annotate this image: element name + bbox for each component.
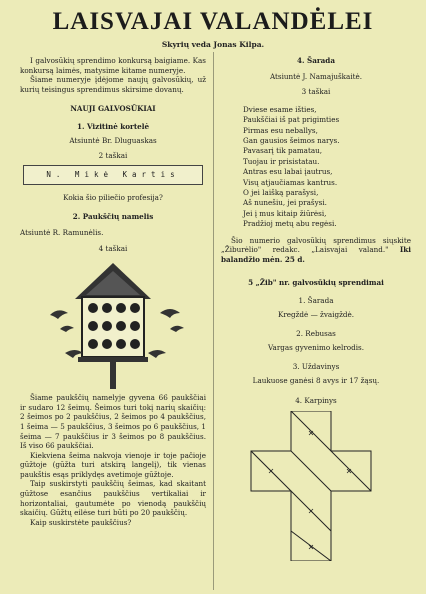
puzzle-2-text-3: Taip suskirstyti paukščių šeimas, kad skaitant gūžtose esančius paukščius vertikaliai ir horizontaliai, gautumėte po vienodą paukščių skaičių. Gūžtų eilėse turi būti po 20 paukščių. bbox=[20, 479, 206, 518]
right-column bbox=[221, 56, 411, 561]
byline bbox=[0, 40, 426, 49]
puzzle-1-points: 2 taškai bbox=[98, 151, 128, 161]
cutout-diagram bbox=[221, 411, 411, 561]
solutions-title: 5 „Žib" nr. galvosūkių sprendimai bbox=[248, 278, 384, 288]
poem-line: Pavasarį tik pamatau, bbox=[243, 146, 323, 156]
birdhouse-illustration bbox=[20, 257, 206, 389]
puzzle-2-author: Atsiuntė R. Ramunėlis. bbox=[20, 227, 104, 237]
poem-line: Dviese esame išties, bbox=[243, 104, 317, 114]
intro-paragraph: I galvosūkių sprendimo konkursą baigiame. Kas konkursą laimės, matysime kitame numeryje. bbox=[20, 56, 206, 75]
business-card bbox=[23, 165, 203, 185]
puzzle-4-author: Atsiuntė J. Namajuškaitė. bbox=[269, 71, 363, 81]
puzzle-1-author: Atsiuntė Br. Dluguaskas bbox=[69, 135, 157, 145]
solution-3-title: 3. Uždavinys bbox=[292, 362, 340, 372]
puzzle-4-title: 4. Šarada bbox=[297, 56, 335, 65]
birdhouse-pole bbox=[110, 362, 116, 389]
poem-line: Jei į mus kitaip žiūrėsi, bbox=[243, 208, 327, 218]
poem-line: Antras esu labai įautrus, bbox=[243, 167, 333, 177]
business-card-text: N. Mikė Kartis bbox=[46, 169, 180, 179]
puzzle-2-points: 4 taškai bbox=[98, 243, 128, 253]
solution-1-text: Kregždė — žvaigždė. bbox=[277, 309, 355, 319]
solution-4-title: 4. Karpinys bbox=[295, 395, 337, 405]
solution-3-text: Laukuose ganėsi 8 avys ir 17 žąsų. bbox=[252, 376, 380, 385]
page-title: LAISVAJAI VALANDĖLEI bbox=[52, 8, 374, 35]
poem-line: Gan gausios šeimos narys. bbox=[243, 136, 340, 145]
deadline-date: Iki balandžio mėn. 25 d. bbox=[221, 245, 411, 264]
solution-2-title: 2. Rebusas bbox=[296, 329, 336, 339]
puzzle-1-title: 1. Vizitinė kortelė bbox=[76, 121, 150, 131]
puzzle-2-text-2: Kiekviena šeima nakvoja vienoje ir toje pačioje gūžtoje (gūžta turi atskirą langelį), tik vienas paukštis esąs priklydęs avetimoje gūžtoje. bbox=[20, 450, 206, 479]
intro-paragraph-2: Šiame numeryje įdėjome naujų galvosūkių, už kurių teisingus sprendimus skirsime dovanų. bbox=[20, 75, 206, 94]
scissor-marks bbox=[269, 431, 351, 549]
poem-line: Visų atjaučiamas kantrus. bbox=[243, 177, 338, 187]
puzzle-1-question: Kokia šio piliečio profesija? bbox=[63, 192, 163, 202]
deadline-note bbox=[221, 236, 411, 265]
poem-line: Pirmas esu neballys, bbox=[243, 125, 318, 135]
byline-prefix: Skyrių veda bbox=[161, 40, 211, 49]
puzzle-4-points: 3 taškai bbox=[301, 87, 331, 97]
puzzle-2-text-4: Kaip suskirstėte paukščius? bbox=[30, 517, 132, 527]
solution-2-text: Vargas gyvenimo kelrodis. bbox=[268, 342, 364, 352]
poem-line: O jei laišką parašysi, bbox=[243, 188, 319, 198]
solution-1-title: 1. Šarada bbox=[298, 296, 334, 306]
deadline-note-text: Šio numerio galvosūkių sprendimus siųskite „Žiburėlio" redakc. „Laisvajai valand." bbox=[221, 235, 411, 255]
column-divider bbox=[213, 52, 214, 590]
puzzle-2-text-1: Šiame paukščių namelyje gyvena 66 paukščiai ir sudaro 12 šeimų. Šeimos turi tokį narių skaičių: 2 šeimos po 2 paukščius, 2 šeimos po 4 paukščius, 1 šeima — 5 paukščius, 3 šeimos po 6 paukščius, 1 šeima — 7 paukščius ir 3 šeimos po 8 paukščius. Iš viso 66 paukščiai. bbox=[20, 393, 206, 451]
poem-line: Tuojau ir prisistatau. bbox=[243, 156, 320, 166]
puzzle-2-title: 2. Paukščių namelis bbox=[72, 212, 154, 222]
byline-name: Jonas Kilpa. bbox=[213, 40, 265, 49]
poem-line: Pradžioj metų abu regėsi. bbox=[243, 219, 337, 229]
left-column bbox=[20, 56, 206, 527]
section-title: NAUJI GALVOSŪKIAI bbox=[70, 104, 156, 114]
poem-line: Paukščiai iš pat prigimties bbox=[243, 115, 340, 125]
poem bbox=[243, 105, 411, 230]
poem-line: Aš nunešiu, jei prašysi. bbox=[243, 198, 327, 208]
